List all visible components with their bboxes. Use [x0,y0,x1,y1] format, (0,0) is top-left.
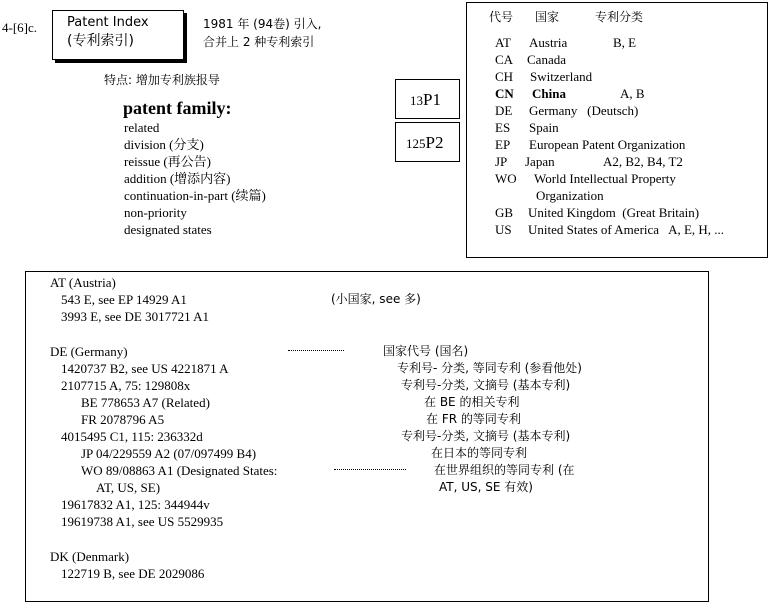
example-entries-box [25,271,709,602]
row-code: DE [495,103,513,118]
row-code: EP [495,137,511,152]
header-code: 代号 [489,10,514,24]
patent-index-title-box [52,10,184,60]
country-code-table [466,2,768,258]
row-code: GB [495,205,514,220]
p1-label: P1 [423,90,441,109]
row-country: Japan [525,154,555,169]
title-en: Patent Index [67,15,149,30]
annotation: 专利号-分类, 文摘号 (基本专利) [401,378,571,392]
annotation: 在世界组织的等同专利 (在 [434,463,575,477]
entry-line: JP 04/229559 A2 (07/097499 B4) [81,446,257,461]
row-code: CA [495,52,514,67]
entry-line: WO 89/08863 A1 (Designated States: [81,463,278,478]
section-number: 4-[6]c. [2,20,38,35]
row-country: China [532,86,566,101]
family-item: addition (增添内容) [124,171,231,186]
row-country: United Kingdom (Great Britain) [528,205,700,220]
row-country: Spain [529,120,559,135]
row-code: JP [495,154,508,169]
row-country: Canada [527,52,566,67]
p2-box [395,122,460,162]
title-cn: (专利索引) [67,33,134,49]
dotted-leader [334,469,406,470]
annotation: 国家代号 (国名) [383,344,469,358]
p1-box [395,79,460,119]
country-heading: DK (Denmark) [50,549,130,564]
row-country: Organization [536,188,604,203]
country-heading: DE (Germany) [50,344,128,359]
row-code: AT [495,35,511,50]
p2-label: P2 [425,133,444,152]
family-item: related [124,120,160,135]
header-class: 专利分类 [595,10,644,24]
row-code: WO [495,171,517,186]
dotted-leader [288,350,344,351]
family-item: reissue (再公告) [124,154,212,169]
row-country: United States of America A, E, H, ... [528,222,725,237]
entry-line: 543 E, see EP 14929 A1 [61,292,187,307]
family-item: non-priority [124,205,187,220]
row-class: A, B [620,86,645,101]
row-country: Austria [529,35,568,50]
annotation: 在 BE 的相关专利 [424,395,520,409]
entry-line: 19617832 A1, 125: 344944v [61,497,210,512]
entry-line: 3993 E, see DE 3017721 A1 [61,309,210,324]
entry-line: 2107715 A, 75: 129808x [61,378,191,393]
row-country: Germany (Deutsch) [529,103,639,118]
annotation: 在 FR 的等同专利 [426,412,521,426]
row-code: CN [495,86,514,101]
entry-line: FR 2078796 A5 [81,412,165,427]
annotation: 专利号- 分类, 等同专利 (参看他处) [397,361,582,375]
annotation: 在日本的等同专利 [431,446,528,460]
country-heading: AT (Austria) [50,275,116,290]
row-country: European Patent Organization [529,137,686,152]
entry-line: 1420737 B2, see US 4221871 A [61,361,229,376]
family-item: continuation-in-part (续篇) [124,188,266,203]
row-code: ES [495,120,511,135]
entry-line: BE 778653 A7 (Related) [81,395,210,410]
entry-line: 4015495 C1, 115: 236332d [61,429,203,444]
row-class: B, E [613,35,637,50]
row-class: A2, B2, B4, T2 [603,154,683,169]
intro-line-1: 1981 年 (94卷) 引入, [203,17,322,31]
entry-line: 122719 B, see DE 2029086 [61,566,205,581]
annotation: 专利号-分类, 文摘号 (基本专利) [401,429,571,443]
row-code: CH [495,69,514,84]
row-country: Switzerland [530,69,593,84]
intro-line-2: 合并上 2 种专利索引 [203,35,315,49]
header-country: 国家 [535,10,560,24]
family-item: division (分支) [124,137,204,152]
p1-number: 13 [410,93,423,108]
family-item: designated states [124,222,212,237]
row-country: World Intellectual Property [534,171,676,186]
family-title: patent family: [123,98,232,118]
p2-number: 125 [406,136,426,151]
annotation: (小国家, see 多) [331,292,421,306]
feature-note: 特点: 增加专利族报导 [104,73,220,87]
row-code: US [495,222,512,237]
entry-line: 19619738 A1, see US 5529935 [61,514,224,529]
annotation: AT, US, SE 有效) [439,480,533,494]
entry-line: AT, US, SE) [96,480,161,495]
